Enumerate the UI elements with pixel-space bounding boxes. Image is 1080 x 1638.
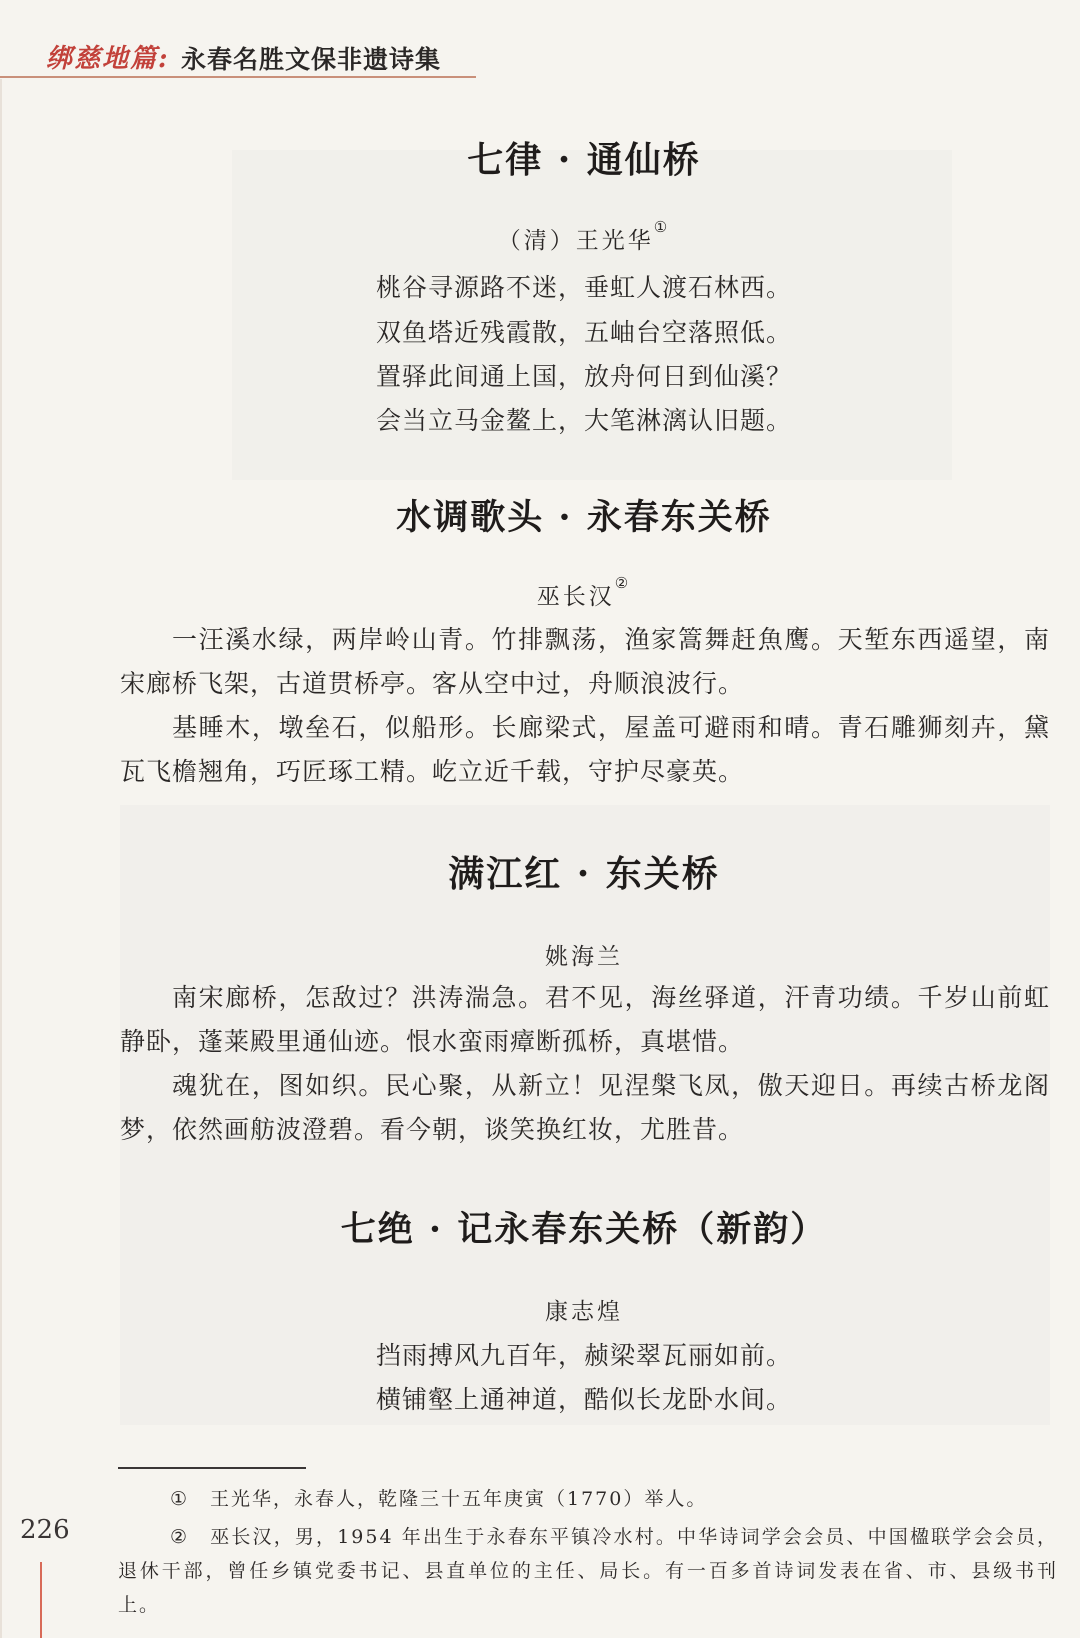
poem-title-text: 七律 · 通仙桥 bbox=[467, 139, 701, 181]
footnote-number: ① bbox=[170, 1488, 190, 1510]
verse-line: 双鱼塔近残霞散，五岫台空落照低。 bbox=[375, 318, 792, 347]
poem-title bbox=[0, 132, 1080, 183]
poem-author bbox=[0, 938, 1080, 971]
author-name: 姚海兰 bbox=[545, 944, 623, 970]
verse-line: 会当立马金鳌上，大笔淋漓认旧题。 bbox=[375, 406, 792, 435]
poem-author bbox=[0, 574, 1080, 611]
poem-title-text: 水调歌头 · 永春东关桥 bbox=[396, 497, 772, 538]
author-name: 巫长汉 bbox=[536, 584, 615, 610]
poem-author bbox=[0, 218, 1080, 255]
poem-title bbox=[0, 1202, 1080, 1252]
footnote-mark: ② bbox=[614, 574, 632, 592]
verse-line: 置驿此间通上国，放舟何日到仙溪？ bbox=[375, 362, 792, 391]
series-mark: 绑慈地篇: bbox=[46, 44, 170, 74]
verse-line: 横铺壑上通神道，酷似长龙卧水间。 bbox=[375, 1385, 792, 1414]
footnote-text: 巫长汉，男，1954 年出生于永春东平镇冷水村。中华诗词学会会员、中国楹联学会会员，退休干部，曾任乡镇党委书记、县直单位的主任、局长。有一百多首诗词发表在省、市、县级书刊上。 bbox=[118, 1526, 1058, 1616]
footnote bbox=[118, 1482, 1058, 1516]
verse-line: 挡雨搏风九百年，赪梁翠瓦丽如前。 bbox=[375, 1341, 792, 1370]
footnote-rule bbox=[118, 1467, 306, 1469]
book-title: 永春名胜文保非遗诗集 bbox=[181, 45, 442, 74]
poem-paragraph: 一汪溪水绿，两岸岭山青。竹排飘荡，渔家篙舞赶魚鹰。天堑东西遥望，南宋廊桥飞架，古道贯桥亭。客从空中过，舟顺浪波行。 bbox=[120, 625, 1050, 698]
poem-title bbox=[0, 490, 1080, 540]
page-edge-mark bbox=[40, 1562, 42, 1638]
poem-title-text: 七绝 · 记永春东关桥（新韵） bbox=[340, 1209, 828, 1250]
page-number: 226 bbox=[20, 1515, 70, 1545]
footnote-number: ② bbox=[170, 1526, 190, 1548]
poem-paragraph: 南宋廊桥，怎敌过？洪涛湍急。君不见，海丝驿道，汗青功绩。千岁山前虹静卧，蓬莱殿里通仙迹。恨水蛮雨瘴断孤桥，真堪惜。 bbox=[120, 983, 1050, 1056]
author-name: （清）王光华 bbox=[497, 228, 654, 254]
footnote-text: 王光华，永春人，乾隆三十五年庚寅（1770）举人。 bbox=[210, 1488, 708, 1510]
poem-paragraph: 魂犹在，图如织。民心聚，从新立！见涅槃飞凤，傲天迎日。再续古桥龙阁梦，依然画舫波澄碧。看今朝，谈笑换红妆，尤胜昔。 bbox=[120, 1071, 1050, 1144]
verse-line: 桃谷寻源路不迷，垂虹人渡石林西。 bbox=[375, 273, 792, 302]
poem-paragraph: 基睡木，墩垒石，似船形。长廊梁式，屋盖可避雨和晴。青石雕狮刻卉，黛瓦飞檐翘角，巧匠琢工精。屹立近千载，守护尽豪英。 bbox=[120, 713, 1050, 786]
poem-title bbox=[0, 846, 1080, 897]
footnote-mark: ① bbox=[653, 218, 671, 236]
running-header bbox=[0, 0, 1080, 80]
poem-author bbox=[0, 1293, 1080, 1326]
footnote bbox=[118, 1520, 1058, 1622]
header-rule bbox=[0, 76, 476, 78]
author-name: 康志煌 bbox=[545, 1299, 623, 1325]
poem-title-text: 满江红 · 东关桥 bbox=[448, 853, 720, 895]
